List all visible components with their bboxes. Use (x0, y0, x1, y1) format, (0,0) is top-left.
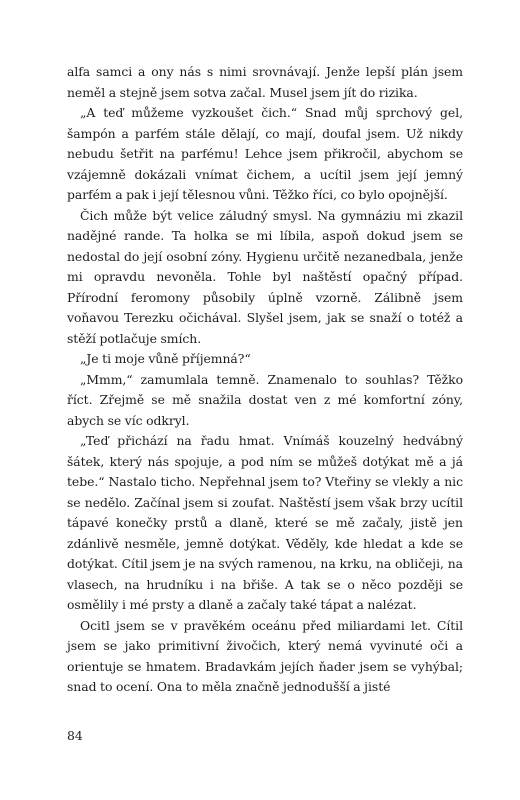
paragraph: „Teď přichází na řadu hmat. Vnímáš kouzelný hedvábný šátek, který nás spojuje, a pod ním se můžeš dotýkat mě a já tebe.“ Nastalo ticho. Nepřehnal jsem to? Vteřiny se vlekly a nic se nedělo. Začínal jsem si zoufat. Naštěstí jsem však brzy ucítil tápavé konečky prstů a dlaně, které se mě začaly, jistě jen zdánlivě nesměle, jemně dotýkat. Věděly, kde hledat a kde se dotýkat. Cítil jsem je na svých ramenou, na krku, na obličeji, na vlasech, na hrudníku i na břiše. A tak se o něco později se osmělily i mé prsty a dlaně a začaly také tápat a nalézat. (67, 433, 463, 612)
paragraph: Ocitl jsem se v pravěkém oceánu před miliardami let. Cítil jsem se jako primitivní živočich, který nemá vyvinuté oči a orientuje se hmatem. Bradavkám jejích ňader jsem se vyhýbal; snad to ocení. Ona to měla značně jednodušší a jisté (67, 617, 463, 694)
body-text (67, 62, 463, 698)
paragraph: Čich může být velice záludný smysl. Na gymnáziu mi zkazil nadějné rande. Ta holka se mi líbila, aspoň dokud jsem se nedostal do její osobní zóny. Hygienu určitě nezanedbala, jenže mi opravdu nevoněla. Tohle byl naštěstí opačný případ. Přírodní feromony působily úplně vzorně. Zálibně jsem voňavou Terezku očichával. Slyšel jsem, jak se snaží o totéž a stěží potlačuje smích. (67, 207, 463, 346)
paragraph: alfa samci a ony nás s nimi srovnávají. Jenže lepší plán jsem neměl a stejně jsem sotva začal. Musel jsem jít do rizika. (67, 64, 463, 100)
page-number: 84 (67, 728, 83, 743)
paragraph: „A teď můžeme vyzkoušet čich.“ Snad můj sprchový gel, šampón a parfém stále dělají, co mají, doufal jsem. Už nikdy nebudu šetřit na parfému! Lehce jsem přikročil, abychom se vzájemně dokázali vnímat čichem, a ucítil jsem její jemný parfém a pak i její tělesnou vůni. Těžko říci, co bylo opojnější. (67, 105, 463, 202)
paragraph: „Mmm,“ zamumlala temně. Znamenalo to souhlas? Těžko říct. Zřejmě se mě snažila dostat ven z mé komfortní zóny, abych se víc odkryl. (67, 371, 463, 428)
paragraph: „Je ti moje vůně příjemná?“ (80, 351, 251, 366)
